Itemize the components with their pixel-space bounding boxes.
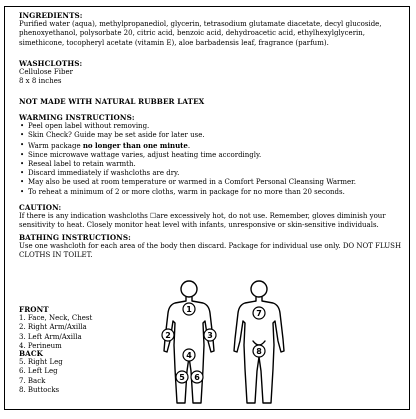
legend-item: 6. Left Leg [19,367,58,376]
warming-item: • Discard immediately if washcloths are dry. [19,169,403,178]
legend-item: 8. Buttocks [19,385,60,394]
washcloths-section [19,59,403,87]
back-heading: BACK [19,349,44,358]
warming-item: • May also be used at room temperature or warmed in a Comfort Personal Cleansing Warmer. [19,178,403,187]
bathing-section [19,233,403,261]
area-marker-label: 3 [207,331,213,340]
front-body-figure [164,281,214,403]
bathing-text: Use one washcloth for each area of the body then discard. Package for individual use only. DO NOT FLUSH CLOTHS IN TOILET. [19,242,402,260]
legend-item: 2. Right Arm/Axilla [19,323,87,332]
legend-item: 7. Back [19,376,46,385]
product-label [4,6,410,410]
front-head [181,281,197,297]
warming-item [19,141,403,151]
warming-item: • Reseal label to retain warmth. [19,160,403,169]
area-marker-label: 4 [186,351,192,360]
legend-item: 5. Right Leg [19,358,63,367]
back-legend [19,349,139,395]
warming-item: • Since microwave wattage varies, adjust heating time accordingly. [19,151,403,160]
body-diagram-svg [155,279,305,409]
area-marker-label: 8 [256,347,262,356]
caution-section [19,203,403,231]
washcloths-heading: WASHCLOTHS: [19,59,83,68]
front-legend [19,305,139,351]
warming-item: • Skin Check? Guide may be set aside for later use. [19,131,403,140]
legend-item: 3. Left Arm/Axilla [19,332,82,341]
bathing-heading: BATHING INSTRUCTIONS: [19,233,131,242]
front-heading: FRONT [19,305,49,314]
area-marker-label: 1 [186,305,192,314]
latex-notice: NOT MADE WITH NATURAL RUBBER LATEX [19,97,205,106]
warming-section [19,113,403,197]
area-marker-label: 2 [165,331,171,340]
warming-heading: WARMING INSTRUCTIONS: [19,113,135,122]
area-marker-label: 5 [179,373,185,382]
warming-list [19,122,403,197]
ingredients-text: Purified water (aqua), methylpropanediol, glycerin, tetrasodium glutamate diacetate, decyl glucoside, phenoxyethanol, polysorbate 20, citric acid, benzoic acid, dehydroacetic acid, ethylhexylglycerin, simethicone, tocopheryl acetate (vitamin E), aloe barbadensis leaf, fragrance (parfum). [19,20,382,47]
area-marker-label: 7 [256,309,262,318]
area-marker-label: 6 [194,373,200,382]
washcloth-size: 8 x 8 inches [19,77,62,86]
warming-item: • Peel open label without removing. [19,122,403,131]
body-diagrams [155,279,305,419]
warming-item: • To reheat a minimum of 2 or more cloths, warm in package for no more than 20 seconds. [19,188,403,197]
back-head [251,281,267,297]
buttocks-line [253,341,265,345]
warming-time-limit: no longer than one minute [82,140,188,150]
legend-item: 4. Perineum [19,341,62,350]
legend-item: 1. Face, Neck, Chest [19,314,93,323]
caution-heading: CAUTION: [19,203,62,212]
warming-item-text: . [187,141,191,150]
ingredients-heading: INGREDIENTS: [19,11,83,20]
washcloth-material: Cellulose Fiber [19,68,73,77]
ingredients-section [19,11,403,48]
caution-text: If there is any indication washcloths ☐are excessively hot, do not use. Remember, gloves diminish your sensitivity to heat. Closely monitor heat level with infants, unresponsive or skin-sensitive individuals. [19,212,386,230]
warming-item-text: Warm package [28,141,83,150]
back-body-figure [234,281,284,403]
